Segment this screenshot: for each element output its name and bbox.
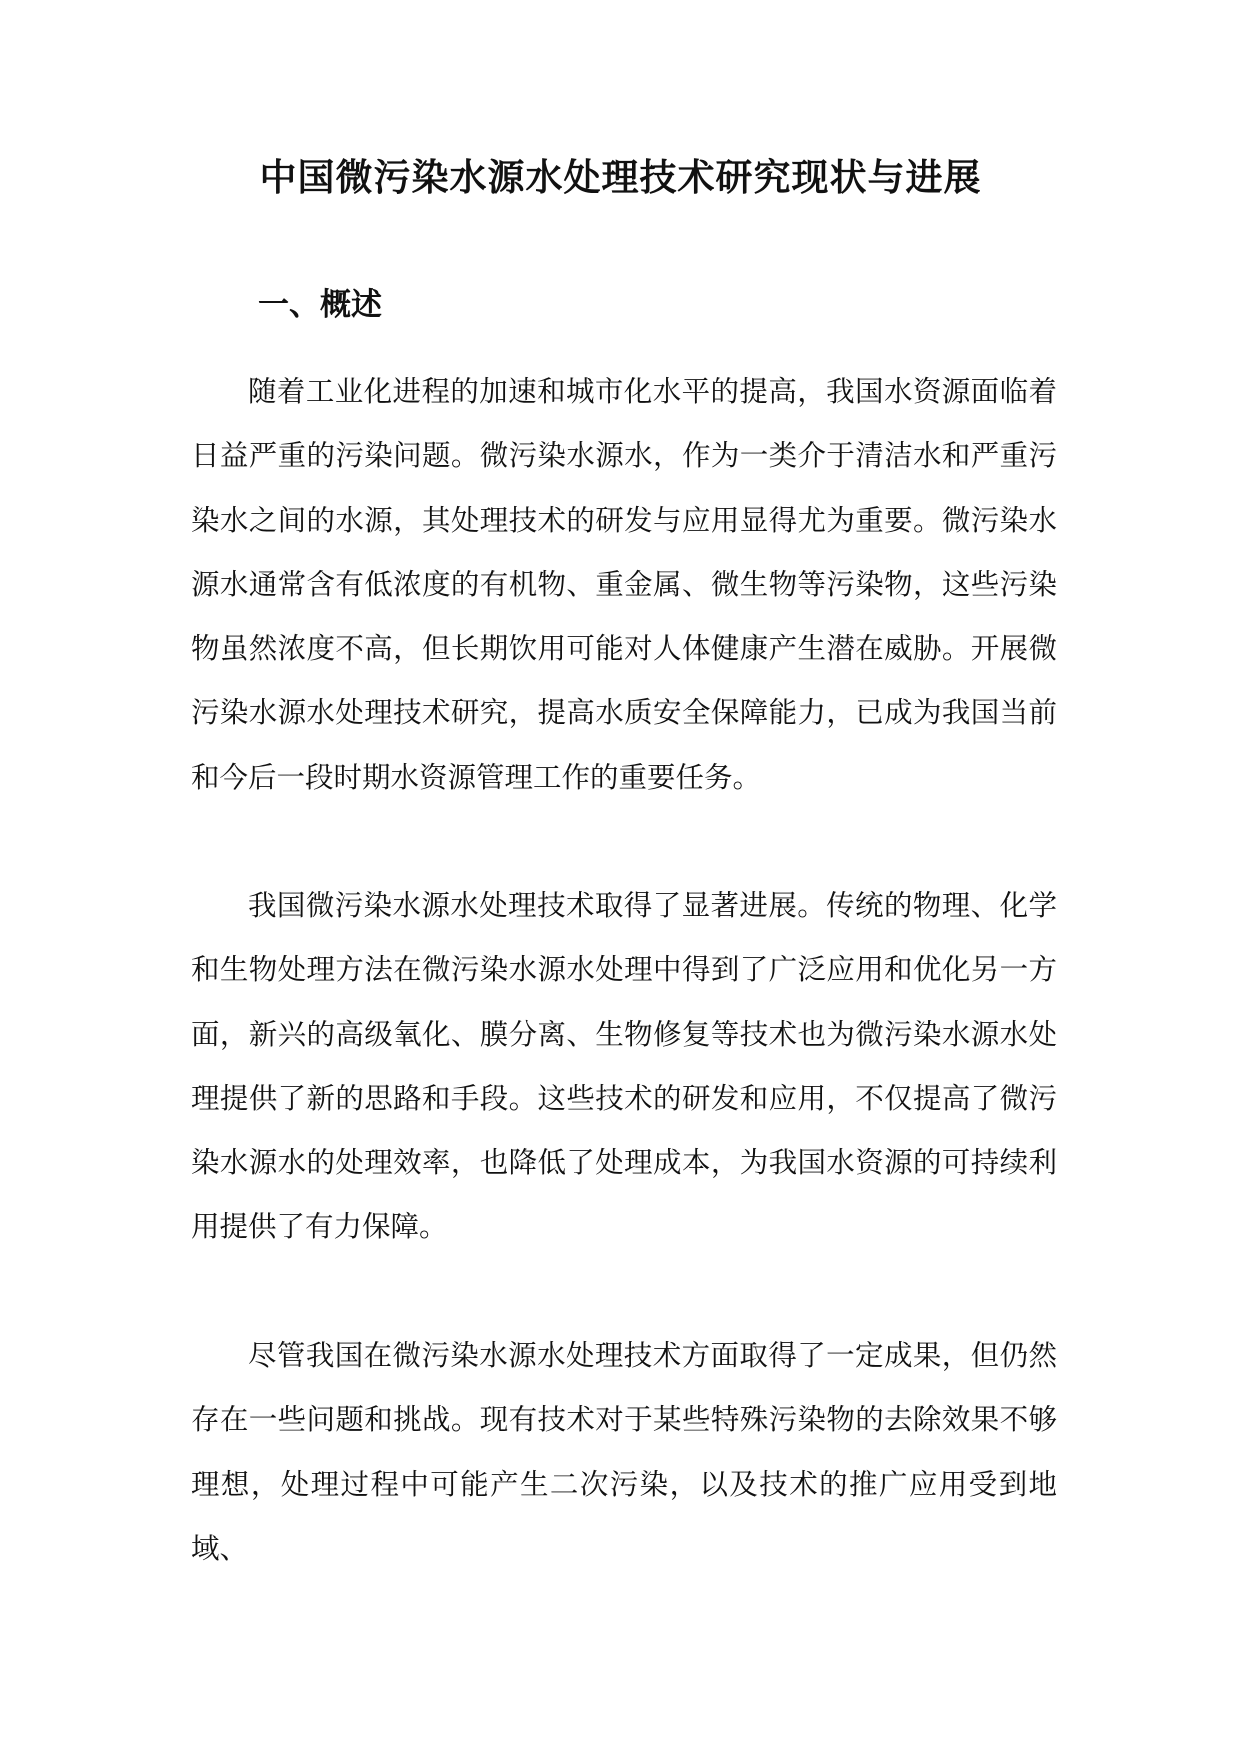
paragraph-3: 尽管我国在微污染水源水处理技术方面取得了一定成果，但仍然存在一些问题和挑战。现有技术对于某些特殊污染物的去除效果不够理想，处理过程中可能产生二次污染，以及技术的推广应用受到地域、 xyxy=(191,1339,1057,1565)
document-title: 中国微污染水源水处理技术研究现状与进展 xyxy=(259,155,982,199)
paragraph-2: 我国微污染水源水处理技术取得了显著进展。传统的物理、化学和生物处理方法在微污染水源水处理中得到了广泛应用和优化另一方面，新兴的高级氧化、膜分离、生物修复等技术也为微污染水源水处理提供了新的思路和手段。这些技术的研发和应用，不仅提高了微污染水源水的处理效率，也降低了处理成本，为我国水资源的可持续利用提供了有力保障。 xyxy=(191,889,1057,1244)
section-heading: 一、概述 xyxy=(258,287,382,323)
paragraph-1: 随着工业化进程的加速和城市化水平的提高，我国水资源面临着日益严重的污染问题。微污染水源水，作为一类介于清洁水和严重污染水之间的水源，其处理技术的研发与应用显得尤为重要。微污染水源水通常含有低浓度的有机物、重金属、微生物等污染物，这些污染物虽然浓度不高，但长期饮用可能对人体健康产生潜在威胁。开展微污染水源水处理技术研究，提高水质安全保障能力，已成为我国当前和今后一段时期水资源管理工作的重要任务。 xyxy=(191,375,1057,794)
